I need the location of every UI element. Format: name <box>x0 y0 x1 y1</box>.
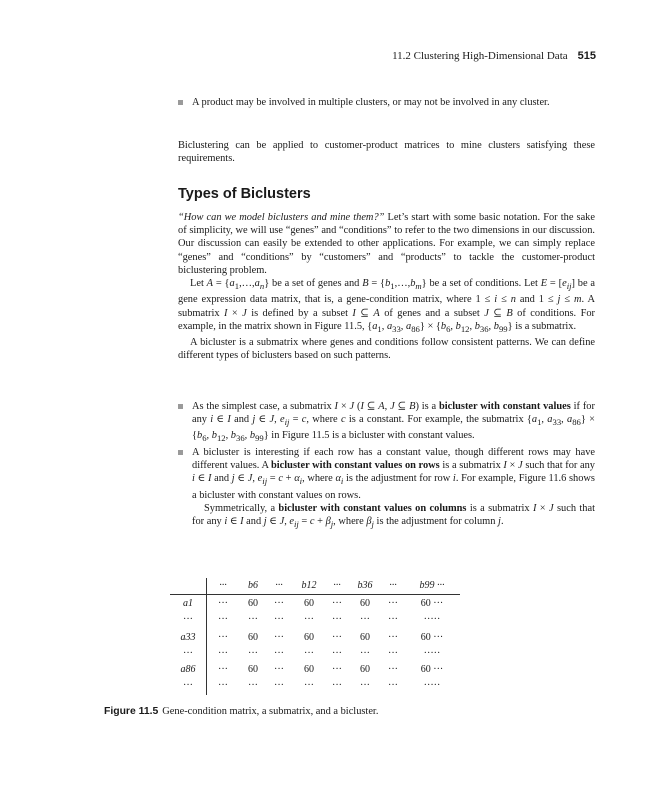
page-number: 515 <box>577 50 596 62</box>
matrix-cell: ··· <box>388 648 398 659</box>
paragraph-definitions: Let $A = \{a_1,\dots,a_n\}$ be a set of genes and $B = \{b_1,\dots,b_m\}$ be a set of conditions. Let $E = [e_{ij}]$ be a gene expression data matrix, that is, a gene-condition matrix, where 1 ≤ i ≤ n and 1 ≤ j ≤ m. A submatrix I × J is defined by a subset I ⊆ A of genes and a subset J ⊆ B of conditions. For example, in the matrix shown in Figure 11.5, {$a_1$, $a_{33}$, $a_{86}\} \times \{b_6$, $b_{12}$, $b_{36}$, $b_{99}$} is a submatrix. <box>178 278 596 334</box>
matrix-cell: 60 ··· <box>420 598 444 609</box>
matrix-cell: ··· <box>218 648 228 659</box>
matrix-cell: ··· <box>218 664 228 675</box>
bullet-constant-rows: A bicluster is interesting if each row has a constant value, though different rows may have different values. A bicluster with constant values on rows is a submatrix I × J such that for any i ∈ I and j ∈ J, $e_{ij} = c + \alpha_i$, where $\alpha_i$ is the adjustment for row i. For example, Figure 11.6 shows a bicluster with constant values on rows. Symmetrically, a bicluster with constant values on columns is a submatrix I × J such that for any i ∈ I and j ∈ J, $e_{ij} = c + \beta_j$, where $\beta_j$ is the adjustment for column j. <box>178 446 595 531</box>
matrix-cell: ····· <box>423 680 441 691</box>
bullet-icon <box>178 404 183 409</box>
matrix-header-cell: ··· <box>275 580 283 591</box>
matrix-cell: ··· <box>360 614 370 625</box>
gene-condition-matrix <box>170 578 460 695</box>
matrix-header-cell: b99 ··· <box>419 580 445 591</box>
matrix-header-cell: ··· <box>333 580 341 591</box>
matrix-cell: ··· <box>332 614 342 625</box>
matrix-cell: ··· <box>218 680 228 691</box>
matrix-header-cell: b12 <box>301 580 317 591</box>
matrix-cell: ··· <box>274 632 284 643</box>
matrix-cell: ··· <box>304 614 314 625</box>
matrix-cell: ··· <box>218 598 228 609</box>
bullet-top-text: A product may be involved in multiple clusters, or may not be involved in any cluster. <box>192 97 550 108</box>
term-constant-values: bicluster with constant values <box>438 401 571 412</box>
bullet-icon <box>178 450 183 455</box>
matrix-cell: ··· <box>304 648 314 659</box>
header-title: 11.2 Clustering High-Dimensional Data <box>392 50 568 62</box>
matrix-cell: ··· <box>218 632 228 643</box>
matrix-cell: ··· <box>332 664 342 675</box>
paragraph-bicluster-def: A bicluster is a submatrix where genes and conditions follow consistent patterns. We can define different types of biclusters based on such patterns. <box>178 336 595 362</box>
matrix-vertical-rule <box>206 578 207 695</box>
term-constant-rows: bicluster with constant values on rows <box>271 460 440 472</box>
matrix-cell: ····· <box>423 648 441 659</box>
intro-paragraph-text: Biclustering can be applied to customer-product matrices to mine clusters satisfying these requirements. <box>178 140 595 165</box>
figure-caption <box>104 706 378 717</box>
matrix-cell: ··· <box>332 632 342 643</box>
matrix-cell: ··· <box>248 680 258 691</box>
matrix-header-cell: ··· <box>389 580 397 591</box>
matrix-row-label: a33 <box>180 632 196 643</box>
matrix-header-cell: ··· <box>219 580 227 591</box>
matrix-horizontal-rule <box>170 594 460 595</box>
paragraph-question: “How can we model biclusters and mine them?” <box>178 212 385 223</box>
running-header <box>392 50 596 62</box>
matrix-cell: ··· <box>248 648 258 659</box>
matrix-cell: 60 <box>248 632 258 643</box>
matrix-cell: ··· <box>388 614 398 625</box>
matrix-row-label: ··· <box>183 648 193 659</box>
matrix-cell: 60 <box>304 598 314 609</box>
matrix-cell: ··· <box>248 614 258 625</box>
intro-paragraph <box>178 139 595 165</box>
matrix-cell: ··· <box>332 648 342 659</box>
matrix-cell: ··· <box>360 648 370 659</box>
paragraph-question-rest: Let’s start with some basic notation. For the sake of simplicity, we will use “genes” and “conditions” to refer to the two dimensions in our discussion. Our discussion can easily be extended to other applications. For example, we can simply replace “genes” and “conditions” by “customers” and “products” to tackle the customer-product biclustering problem. <box>178 212 595 276</box>
section-title: Types of Biclusters <box>178 186 311 202</box>
bullet-constant-values: As the simplest case, a submatrix I × J (I ⊆ A, J ⊆ B) is a bicluster with constant values if for any i ∈ I and j ∈ J, $e_{ij} = c$, where c is a constant. For example, the submatrix {$a_1$, $a_{33}$, $a_{86}\} \times \{b_6$, $b_{12}$, $b_{36}$, $b_{99}$} in Figure 11.5 is a bicluster with constant values. <box>178 400 595 446</box>
matrix-cell: ··· <box>360 680 370 691</box>
matrix-cell: 60 ··· <box>420 664 444 675</box>
matrix-cell: ··· <box>274 648 284 659</box>
matrix-cell: ··· <box>388 632 398 643</box>
matrix-cell: ··· <box>388 680 398 691</box>
matrix-row-label: ··· <box>183 680 193 691</box>
matrix-row-label: a86 <box>180 664 196 675</box>
matrix-cell: ··· <box>388 598 398 609</box>
matrix-cell: 60 <box>360 632 370 643</box>
matrix-cell: 60 <box>304 664 314 675</box>
term-constant-columns: bicluster with constant values on columns <box>278 502 467 514</box>
matrix-cell: 60 <box>248 664 258 675</box>
paragraph-notation <box>178 211 595 362</box>
matrix-row-label: ··· <box>183 614 193 625</box>
matrix-cell: ··· <box>274 614 284 625</box>
matrix-cell: ····· <box>423 614 441 625</box>
matrix-cell: ··· <box>274 598 284 609</box>
matrix-cell: ··· <box>304 680 314 691</box>
matrix-cell: 60 <box>360 664 370 675</box>
matrix-cell: 60 ··· <box>420 632 444 643</box>
matrix-cell: ··· <box>274 680 284 691</box>
bullet-top <box>178 96 595 109</box>
matrix-cell: 60 <box>304 632 314 643</box>
matrix-header-cell: b36 <box>357 580 373 591</box>
paragraph-constant-columns: Symmetrically, a bicluster with constant values on columns is a submatrix I × J such that for any i ∈ I and j ∈ J, $e_{ij} = c + \beta_j$, where $\beta_j$ is the adjustment for column j. <box>192 502 595 530</box>
matrix-cell: ··· <box>388 664 398 675</box>
matrix-cell: ··· <box>332 598 342 609</box>
matrix-cell: ··· <box>274 664 284 675</box>
matrix-cell: 60 <box>248 598 258 609</box>
figure-label: Figure 11.5 <box>104 706 159 717</box>
matrix-header-cell: b6 <box>248 580 258 591</box>
matrix-cell: ··· <box>218 614 228 625</box>
bullet-icon <box>178 100 183 105</box>
figure-caption-text: Gene-condition matrix, a submatrix, and a bicluster. <box>162 706 379 717</box>
matrix-cell: 60 <box>360 598 370 609</box>
matrix-cell: ··· <box>332 680 342 691</box>
matrix-row-label: a1 <box>183 598 193 609</box>
